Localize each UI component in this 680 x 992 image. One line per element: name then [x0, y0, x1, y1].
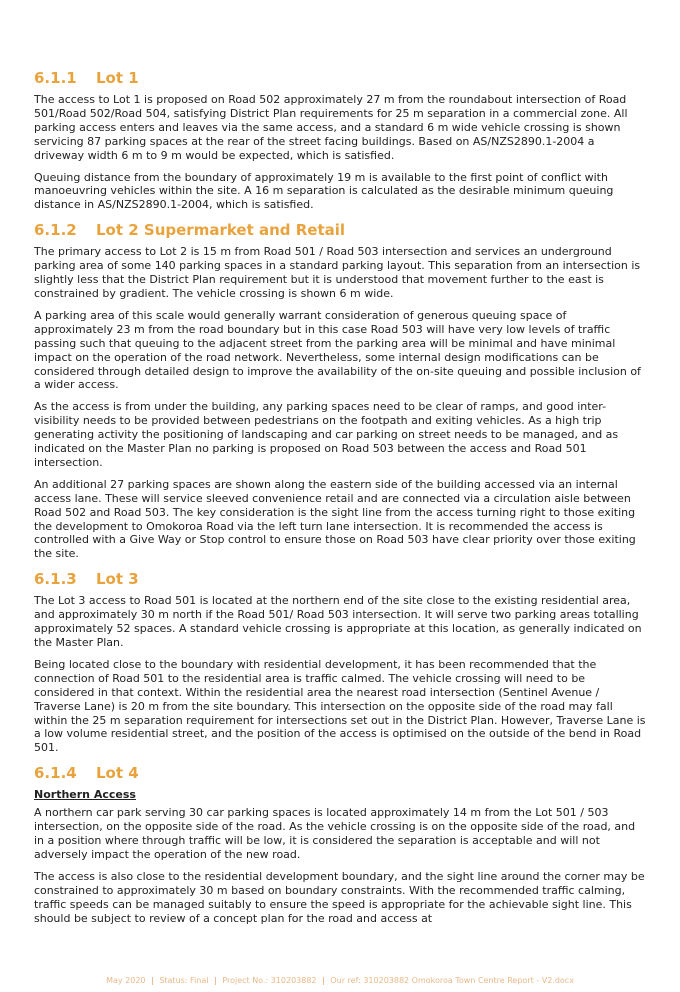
section-title: Lot 3 — [96, 570, 139, 589]
paragraph: Being located close to the boundary with residential development, it has been recommended that the connection of Road 501 to the residential area is traffic calmed. The vehicle crossing will need to be considered in that context. Within the residential area the nearest road intersection (Sentinel Avenue / Traverse Lane) is 20 m from the site boundary. This intersection on the opposite side of the road may fall within the 25 m separation requirement for intersections set out in the District Plan. However, Traverse Lane is a low volume residential street, and the position of the access is optimised on the outside of the bend in Road 501. — [34, 657, 646, 755]
section-title: Lot 1 — [96, 69, 139, 87]
footer-date: May 2020 — [106, 976, 146, 985]
section-title: Lot 4 — [96, 764, 139, 783]
footer-separator: | — [151, 976, 154, 985]
section-6-1-2 — [34, 220, 648, 561]
footer-separator: | — [214, 976, 217, 985]
section-title: Lot 2 Supermarket and Retail — [96, 221, 346, 240]
paragraph: The access to Lot 1 is proposed on Road 502 approximately 27 m from the roundabout intersection of Road 501/Road 502/Road 504, satisfying District Plan requirements for 25 m separation in a commercial zone. All parking access enters and leaves via the same access, and a standard 6 m wide vehicle crossing is shown servicing 87 parking spaces at the rear of the street facing buildings. Based on AS/NZS2890.1-2004 a driveway width 6 m to 9 m would be expected, which is satisfied. — [34, 93, 628, 162]
section-6-1-1 — [34, 68, 648, 212]
footer-project: Project No.: 310203882 — [222, 976, 317, 985]
section-heading — [34, 569, 648, 589]
paragraph: An additional 27 parking spaces are shown along the eastern side of the building accessed via an internal access lane. These will service sleeved convenience retail and are connected via a circulation aisle between Road 502 and Road 503. The key consideration is the sight line from the access turning right to those exiting the development to Omokoroa Road via the left turn lane intersection. It is recommended the access is controlled with a Give Way or Stop control to ensure those on Road 503 have clear priority over those exiting the site. — [34, 477, 636, 561]
section-heading — [34, 68, 648, 88]
page-footer — [0, 975, 680, 987]
section-heading — [34, 763, 648, 783]
footer-status: Status: Final — [159, 976, 209, 985]
paragraph: The access is also close to the residential development boundary, and the sight line around the corner may be constrained to approximately 30 m based on boundary constraints. With the recommended traffic calming, traffic speeds can be managed suitably to ensure the speed is appropriate for the achievable sight line. This should be subject to review of a concept plan for the road and access at — [34, 869, 645, 925]
footer-ref: Our ref: 310203882 Omokoroa Town Centre Report - V2.docx — [330, 976, 574, 985]
section-number: 6.1.1 — [34, 69, 77, 87]
footer-separator: | — [322, 976, 325, 985]
subheading-northern-access: Northern Access — [34, 788, 136, 802]
paragraph: Queuing distance from the boundary of approximately 19 m is available to the first point of conflict with manoeuvring vehicles within the site. A 16 m separation is calculated as the desirable minimum queuing distance in AS/NZS2890.1-2004, which is satisfied. — [34, 170, 614, 212]
section-number: 6.1.4 — [34, 764, 77, 783]
section-number: 6.1.3 — [34, 570, 77, 589]
paragraph: The Lot 3 access to Road 501 is located at the northern end of the site close to the existing residential area, and approximately 30 m north if the Road 501/ Road 503 intersection. It will serve two parking areas totalling approximately 52 spaces. A standard vehicle crossing is appropriate at this location, as generally indicated on the Master Plan. — [34, 594, 642, 649]
paragraph: The primary access to Lot 2 is 15 m from Road 501 / Road 503 intersection and services an underground parking area of some 140 parking spaces in a standard parking layout. This separation from an intersection is slightly less that the District Plan requirement but it is understood that movement further to the east is constrained by gradient. The vehicle crossing is shown 6 m wide. — [34, 245, 641, 300]
document-body — [34, 68, 648, 934]
paragraph: A northern car park serving 30 car parking spaces is located approximately 14 m from the Lot 501 / 503 intersection, on the opposite side of the road. As the vehicle crossing is on the opposite side of the road, and in a position where through traffic will be low, it is considered the separation is acceptable and will not adversely impact the operation of the new road. — [34, 806, 636, 861]
section-6-1-4 — [34, 763, 648, 925]
section-heading — [34, 220, 648, 240]
section-6-1-3 — [34, 569, 648, 755]
paragraph: A parking area of this scale would generally warrant consideration of generous queuing space of approximately 23 m from the road boundary but in this case Road 503 will have very low levels of traffic passing such that queuing to the adjacent street from the parking area will be minimal and have minimal impact on the operation of the road network. Nevertheless, some internal design modifications can be considered through detailed design to improve the availability of the on-site queuing and possible inclusion of a wider access. — [34, 308, 641, 392]
section-number: 6.1.2 — [34, 221, 77, 240]
paragraph: As the access is from under the building, any parking spaces need to be clear of ramps, and good inter-visibility needs to be provided between pedestrians on the footpath and exiting vehicles. As a high trip generating activity the positioning of landscaping and car parking on street needs to be managed, and as indicated on the Master Plan no parking is proposed on Road 503 between the access and Road 501 intersection. — [34, 400, 619, 469]
